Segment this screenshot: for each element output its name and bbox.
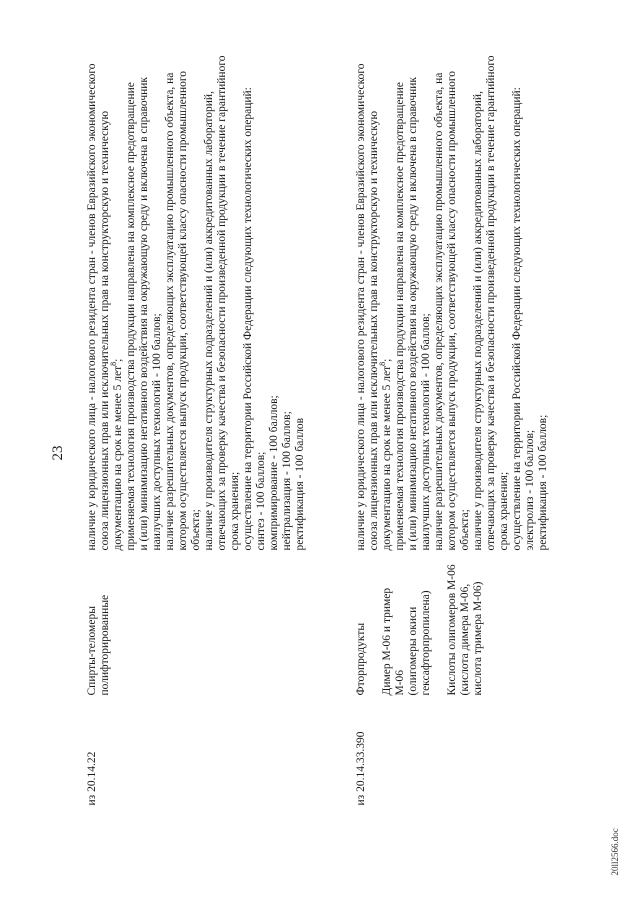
requirement-text: наличие разрешительных документов, определяющих эксплуатацию промышленного объекта, на (164, 72, 176, 550)
requirement-line (537, 95, 550, 550)
requirement-text: наличие у производителя структурных подразделений и (или) аккредитованных лабораторий, (203, 90, 215, 550)
requirement-line (151, 95, 164, 550)
requirement-text: ректификация - 100 баллов (294, 417, 306, 550)
requirement-tail: ; (112, 358, 124, 362)
page-number: 23 (50, 445, 66, 460)
requirement-line (294, 95, 307, 550)
requirement-text: документацию на срок не менее 5 лет (112, 365, 124, 550)
requirements-text (355, 54, 550, 550)
product-name (355, 555, 485, 695)
requirement-line (86, 62, 99, 550)
requirement-text: наличие у производителя структурных подразделений и (или) аккредитованных лабораторий, (472, 90, 484, 550)
product-line: полифторированные (99, 594, 111, 695)
document-file-code: 20ll2566.doc (610, 827, 620, 875)
requirement-text: отвечающих за проверку качества и безопасности произведенной продукции в течение гарантийного (216, 54, 228, 550)
requirement-line (433, 72, 446, 550)
product-line: Фторпродукты (355, 622, 367, 695)
requirement-text: объекта; (190, 508, 202, 550)
product-line: Димер М-06 и тример (381, 587, 393, 695)
requirement-tail: ; (381, 358, 393, 362)
block-gap (368, 555, 381, 695)
requirement-text: наилучших доступных технологий - 100 баллов; (420, 312, 432, 550)
requirement-text: котором осуществляется выпуск продукции, соответствующей классу опасности промышленного (446, 70, 458, 550)
requirement-text: наличие у юридического лица - налогового резидента стран - членов Евразийского экономического (86, 62, 98, 550)
requirement-text: документацию на срок не менее 5 лет (381, 365, 393, 550)
footnote-ref: 8 (109, 361, 119, 366)
product-line: гексафторпропилена) (420, 589, 432, 695)
requirement-line (242, 86, 255, 550)
requirements-text (86, 54, 307, 550)
requirement-line (368, 95, 381, 550)
requirement-line (407, 76, 420, 550)
requirement-line (268, 95, 281, 550)
requirement-text: союза лицензионных прав или исключительных прав на конструкторскую и техническую (99, 110, 111, 550)
requirement-line (420, 95, 433, 550)
requirement-text: союза лицензионных прав или исключительных прав на конструкторскую и техническую (368, 110, 380, 550)
requirement-line (472, 90, 485, 550)
requirement-text: наличие разрешительных документов, определяющих эксплуатацию промышленного объекта, на (433, 72, 445, 550)
requirement-text: компримирование - 100 баллов; (268, 394, 280, 550)
requirement-text: наилучших доступных технологий - 100 баллов; (151, 312, 163, 550)
requirement-text: электролиз - 100 баллов; (524, 429, 536, 550)
requirement-line (138, 76, 151, 550)
requirement-text: осуществление на территории Российской Федерации следующих технологических операций: (242, 86, 254, 550)
requirement-text: наличие у юридического лица - налогового резидента стран - членов Евразийского экономического (355, 62, 367, 550)
requirement-text: осуществление на территории Российской Федерации следующих технологических операций: (511, 86, 523, 550)
requirement-text: ректификация - 100 баллов; (537, 414, 549, 550)
block-gap (433, 555, 446, 695)
requirement-text: объекта; (459, 508, 471, 550)
requirement-line (229, 95, 242, 550)
requirement-line (511, 86, 524, 550)
requirement-line (177, 70, 190, 550)
requirement-text: нейтрализация - 100 баллов; (281, 410, 293, 550)
okpd-code: из 20.14.33.390 (355, 731, 367, 805)
product-line: (кислота димера М-06, (459, 583, 471, 695)
requirement-line (109, 95, 125, 550)
requirement-line (281, 95, 294, 550)
requirement-line (498, 95, 511, 550)
requirement-line (378, 95, 394, 550)
product-line: (олигомеры окиси (407, 606, 419, 695)
requirement-text: применяемая технология производства продукции направлена на комплексное предотвращение (394, 81, 406, 550)
requirement-text: отвечающих за проверку качества и безопасности произведенной продукции в течение гарантийного (485, 54, 497, 550)
footnote-ref: 8 (378, 361, 388, 366)
okpd-code: из 20.14.22 (86, 751, 98, 805)
requirement-text: срока хранения; (498, 471, 510, 550)
product-line: М-06 (394, 669, 406, 695)
requirement-text: срока хранения; (229, 471, 241, 550)
requirement-line (355, 62, 368, 550)
requirement-text: применяемая технология производства продукции направлена на комплексное предотвращение (125, 81, 137, 550)
requirement-line (446, 70, 459, 550)
requirement-text: и (или) минимизацию негативного воздействия на окружающую среду и включена в справочник (138, 76, 150, 550)
requirement-line (164, 72, 177, 550)
requirement-text: синтез - 100 баллов; (255, 451, 267, 550)
requirement-line (255, 95, 268, 550)
product-line: кислота тримера М-06) (472, 581, 484, 695)
requirement-line (190, 95, 203, 550)
product-line: Кислоты олигомеров М-06 (446, 563, 458, 695)
requirement-line (203, 90, 216, 550)
requirement-line (485, 54, 498, 550)
requirement-line (99, 95, 112, 550)
requirement-line (394, 81, 407, 550)
requirement-line (216, 54, 229, 550)
product-name (86, 555, 112, 695)
requirement-text: и (или) минимизацию негативного воздействия на окружающую среду и включена в справочник (407, 76, 419, 550)
requirement-text: котором осуществляется выпуск продукции, соответствующей классу опасности промышленного (177, 70, 189, 550)
requirement-line (524, 95, 537, 550)
requirement-line (459, 95, 472, 550)
product-line: Спирты-теломеры (86, 605, 98, 695)
requirement-line (125, 81, 138, 550)
